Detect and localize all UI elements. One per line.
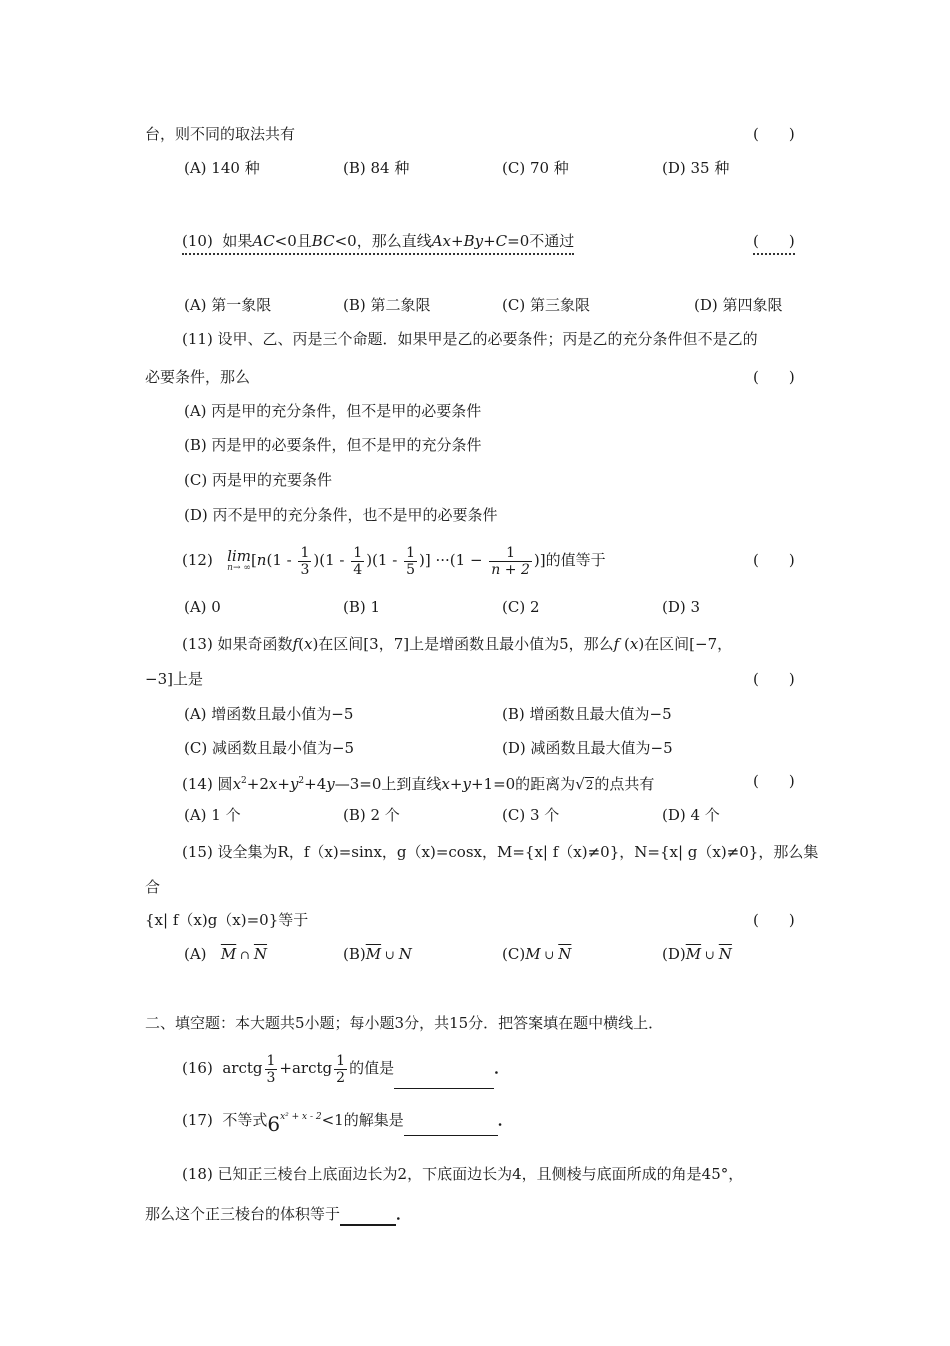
q16-number: (16) (182, 1059, 213, 1077)
q15-answer-paren: ( ) (753, 911, 795, 929)
q17-number: (17) (182, 1111, 213, 1129)
q14-option-b: (B) 2 个 (343, 806, 400, 824)
q11-answer-paren: ( ) (753, 368, 795, 386)
section2-heading: 二、填空题：本大题共5小题；每小题3分，共15分．把答案填在题中横线上． (145, 1014, 664, 1032)
q9-answer-paren: ( ) (753, 125, 795, 143)
q14-stem: (14) 圆$x^2+2x+y^2+4y—3=0$上到直线x+y+1=0的距离为√2的点共有 (182, 775, 655, 793)
q14-option-a: (A) 1 个 (184, 806, 241, 824)
q12-option-d: (D) 3 (662, 598, 701, 616)
q13-answer-paren: ( ) (753, 670, 795, 688)
q10-option-c: (C) 第三象限 (502, 296, 590, 314)
q16-fraction-1: $\frac{1}{3}$ (266, 1052, 276, 1086)
q9-option-b: (B) 84 种 (343, 159, 410, 177)
q12-answer-paren: ( ) (753, 551, 795, 569)
q12-fraction-4: $\frac{1}{n + 2}$ (491, 544, 530, 578)
q12-option-c: (C) 2 (502, 598, 540, 616)
q9-stem-tail: 台，则不同的取法共有 (145, 125, 296, 143)
q13-option-b: (B) 增函数且最大值为−5 (502, 705, 672, 723)
q12-option-a: (A) 0 (184, 598, 221, 616)
q13-stem-line2: −3]上是 (145, 670, 203, 688)
q16-fraction-2: $\frac{1}{2}$ (336, 1052, 346, 1086)
q12-fraction-3: $\frac{1}{5}$ (406, 544, 415, 578)
q17-stem: (17) 不等式$6^{x^2 + x - 2}<1$的解集是 ． (182, 1102, 513, 1139)
q9-option-c: (C) 70 种 (502, 159, 569, 177)
q16-answer-blank[interactable] (394, 1048, 494, 1089)
q12-number: (12) (182, 551, 213, 569)
q13-option-c: (C) 减函数且最小值为−5 (184, 739, 355, 757)
q15-stem-line3: {x| f（x)g（x)=0}等于 (145, 911, 309, 929)
q11-option-d: (D) 丙不是甲的充分条件，也不是甲的必要条件 (184, 506, 498, 524)
q12-stem: (12) lim n→ ∞ [n(1 - $\frac{1}{3}$ )(1 - $\frac{1}{4}$ )(1 - $\frac{1}{5}$ )] ···(1 − $\frac{1}{n + 2}$ )]的值等于 (182, 544, 606, 578)
q10-option-b: (B) 第二象限 (343, 296, 431, 314)
q10-option-a: (A) 第一象限 (184, 296, 272, 314)
q12-limit: lim n→ ∞ (227, 547, 251, 573)
q15-option-c: (C)M ∪ $\overline{N}$ (502, 945, 572, 963)
q15-stem-line2: 合 (145, 878, 161, 896)
q15-stem-line1: (15) 设全集为R，f（x)=sinx，g（x)=cosx，M={x| f（x)≠0}，N={x| g（x)≠0}，那么集 (182, 843, 819, 861)
q16-stem: (16) arctg $\frac{1}{3}$ +arctg $\frac{1}{2}$ 的值是 ． (182, 1048, 509, 1089)
q11-stem-line1: (11) 设甲、乙、丙是三个命题．如果甲是乙的必要条件；丙是乙的充分条件但不是乙的 (182, 330, 758, 348)
q11-option-a: (A) 丙是甲的充分条件，但不是甲的必要条件 (184, 402, 482, 420)
q10-stem (182, 231, 574, 251)
q11-option-b: (B) 丙是甲的必要条件，但不是甲的充分条件 (184, 436, 482, 454)
q15-option-b: $(B)\overline{M}$ ∪ N (343, 945, 412, 963)
q18-stem-line2: 那么这个正三棱台的体积等于 ． (145, 1204, 411, 1226)
q15-option-d: $(D)\overline{M}$ ∪ $\overline{N}$ (662, 945, 732, 963)
q9-option-d: (D) 35 种 (662, 159, 730, 177)
q10-answer-paren: ( ) (753, 231, 795, 251)
q12-fraction-1: $\frac{1}{3}$ (300, 544, 310, 578)
q15-option-a: (A) $\overline{M}$ ∩ $\overline{N}$ (184, 945, 268, 963)
q17-answer-blank[interactable] (404, 1105, 498, 1136)
q9-option-a: (A) 140 种 (184, 159, 260, 177)
q13-option-d: (D) 减函数且最大值为−5 (502, 739, 673, 757)
q12-option-b: (B) 1 (343, 598, 381, 616)
q10-stem-dotted: (10) 如果AC<0且BC<0，那么直线Ax+By+C=0不通过 (182, 232, 574, 255)
q11-option-c: (C) 丙是甲的充要条件 (184, 471, 332, 489)
q18-answer-blank[interactable] (340, 1204, 396, 1226)
q13-stem-line1: (13) 如果奇函数f(x)在区间[3，7]上是增函数且最小值为5，那么f (x)在区间[−7， (182, 635, 733, 653)
q14-option-c: (C) 3 个 (502, 806, 560, 824)
q10-option-d: (D) 第四象限 (694, 296, 783, 314)
q12-fraction-2: $\frac{1}{4}$ (353, 544, 363, 578)
q18-stem-line1: (18) 已知正三棱台上底面边长为2，下底面边长为4，且侧棱与底面所成的角是45°， (182, 1165, 744, 1183)
q11-stem-line2: 必要条件，那么 (145, 368, 251, 386)
q14-option-d: (D) 4 个 (662, 806, 720, 824)
q13-option-a: (A) 增函数且最小值为−5 (184, 705, 354, 723)
q14-answer-paren: ( ) (753, 772, 795, 790)
q14-sqrt: √2 (575, 775, 594, 793)
q10-number: (10) (182, 232, 213, 250)
